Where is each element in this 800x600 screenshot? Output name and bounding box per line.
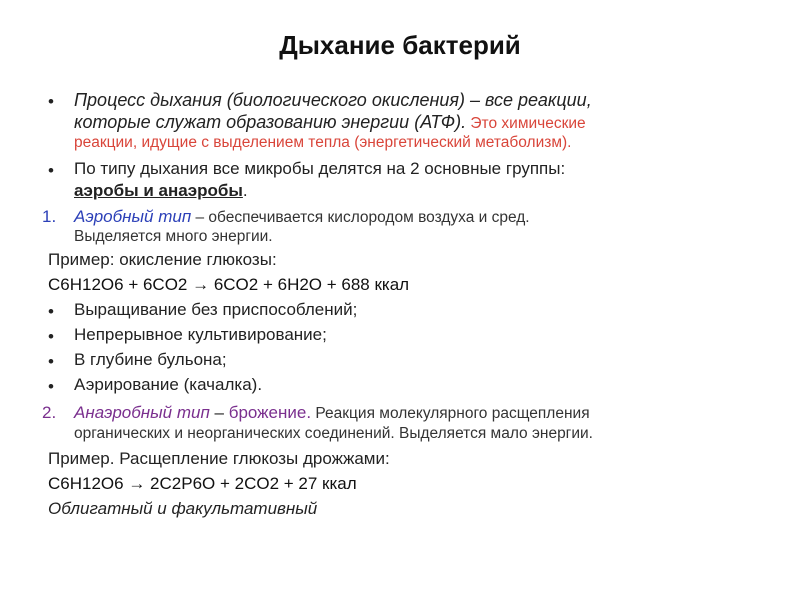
obligate-facultative-note: Облигатный и факультативный	[48, 499, 318, 518]
heat-release-line: реакции, идущие с выделением тепла (энергетический метаболизм).	[74, 134, 572, 151]
bullet-marker: •	[48, 161, 54, 180]
item-number-2: 2.	[42, 403, 57, 422]
fermentation-term: брожение.	[228, 403, 312, 422]
glucose-oxidation-formula: C6H12O6 + 6CO2 → 6CO2 + 6H2O + 688 ккал	[48, 275, 410, 294]
chemical-reactions-clause: Это химические	[466, 115, 586, 132]
item-number-1: 1.	[42, 207, 57, 226]
groups-names-line: аэробы и анаэробы.	[74, 181, 248, 200]
bullet-marker: •	[48, 302, 54, 321]
bullet-marker: •	[48, 377, 54, 396]
slide-title: Дыхание бактерий	[279, 30, 521, 60]
anaerobic-energy-line: органических и неорганических соединений. Выделяется мало энергии.	[74, 425, 593, 442]
aerobes-anaerobes-term: аэробы и анаэробы	[74, 181, 243, 200]
groups-intro-line: По типу дыхания все микробы делятся на 2 основные группы:	[74, 159, 566, 178]
example-2-label: Пример. Расщепление глюкозы дрожжами:	[48, 449, 390, 468]
atp-clause: которые служат образованию энергии (АТФ).	[74, 112, 467, 132]
example-1-label: Пример: окисление глюкозы:	[48, 250, 277, 269]
anaerobic-type-label: Анаэробный тип	[74, 403, 210, 422]
aerobic-type-label: Аэробный тип	[74, 207, 192, 226]
glucose-fermentation-formula: C6H12O6 → 2C2P6O + 2CO2 + 27 ккал	[48, 474, 357, 493]
aerobic-method-item: Выращивание без приспособлений;	[74, 300, 358, 319]
aerobic-method-item: Непрерывное культивирование;	[74, 325, 327, 344]
bullet-marker: •	[48, 352, 54, 371]
anaerobic-type-line-1: Анаэробный тип – брожение. Реакция молекулярного расщепления	[74, 403, 590, 422]
respiration-definition-line-2	[74, 112, 586, 133]
bullet-marker: •	[48, 327, 54, 346]
aerobic-type-line-1: Аэробный тип – обеспечивается кислородом воздуха и сред.	[74, 207, 530, 226]
bullet-marker: •	[48, 92, 54, 111]
respiration-definition-line-1: Процесс дыхания (биологического окисления) – все реакции,	[74, 90, 592, 110]
aerobic-method-item: Аэрирование (качалка).	[74, 375, 263, 394]
aerobic-method-item: В глубине бульона;	[74, 350, 227, 369]
aerobic-energy-line: Выделяется много энергии.	[74, 228, 273, 245]
